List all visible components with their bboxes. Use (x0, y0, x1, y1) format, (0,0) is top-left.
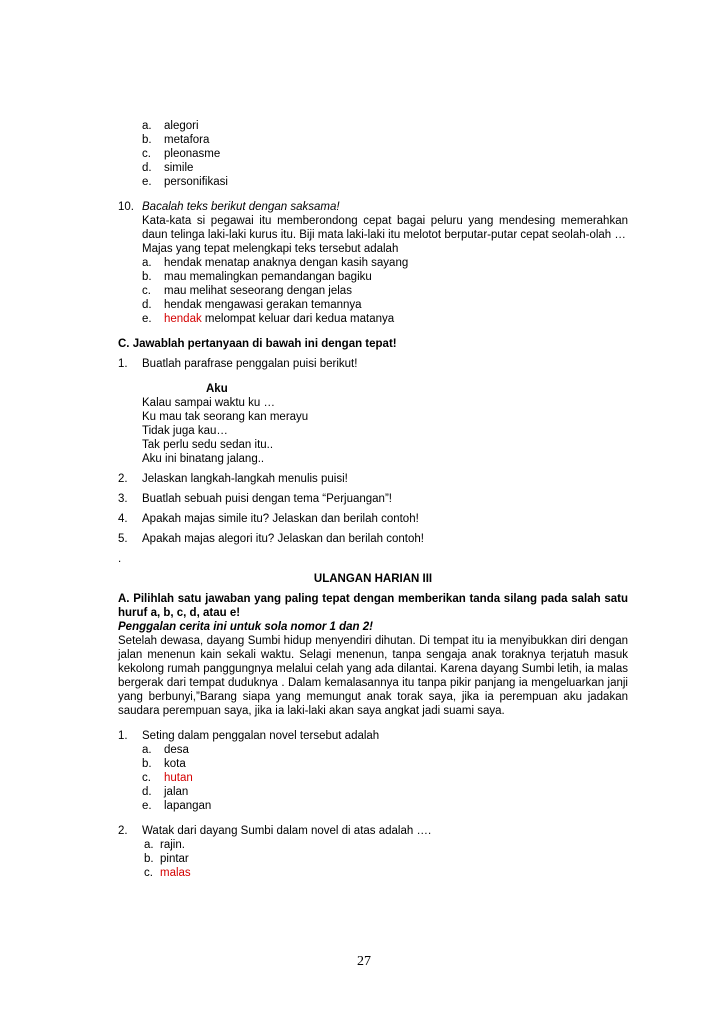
story-excerpt: Setelah dewasa, dayang Sumbi hidup menyendiri dihutan. Di tempat itu ia menyibukkan diri dengan jalan menenun kain sekali waktu. Selagi menenun, tanpa sengaja anak toraknya terjatuh masuk kekolong rumah panggungnya melalui celah yang ada dilantai. Karena dayang Sumbi letih, ia malas bergerak dari tempat duduknya . Dalam kemalasannya itu tanpa pikir panjang ia mengeluarkan janji yang berbunyi,”Barang siapa yang memungut anak torak saya, jika ia perempuan aku jadakan saudara perempuan saya, jika ia laki-laki akan saya angkat jadi suami saya. (118, 635, 628, 717)
section-c-question-3: 3. Buatlah sebuah puisi dengan tema “Perjuangan”! (118, 493, 392, 505)
section-c-heading: C. Jawablah pertanyaan di bawah ini dengan tepat! (118, 338, 397, 350)
answer-highlight: hutan (164, 772, 193, 784)
question-10-prompt: Majas yang tepat melengkapi teks tersebut adalah (142, 243, 399, 255)
poem-title: Aku (206, 383, 228, 395)
q10-option-d: d. hendak mengawasi gerakan temannya (142, 299, 362, 311)
excerpt-note: Penggalan cerita ini untuk sola nomor 1 dan 2! (118, 621, 373, 633)
q10-option-c: c. mau melihat seseorang dengan jelas (142, 285, 352, 297)
option-b: b. metafora (142, 134, 210, 146)
u1-option-b: b. kota (142, 758, 186, 770)
ulangan-question-1: 1. Seting dalam penggalan novel tersebut adalah (118, 730, 380, 742)
u2-option-b: b. pintar (144, 853, 189, 865)
question-10-passage: Kata-kata si pegawai itu memberondong cepat bagai peluru yang mendesing memerahkan daun telinga laki-laki kurus itu. Biji mata laki-laki itu melotot berputar-putar cepat seolah-olah … (142, 215, 628, 241)
q10-option-a: a. hendak menatap anaknya dengan kasih sayang (142, 257, 409, 269)
answer-highlight: hendak (164, 313, 202, 325)
section-c-question-2: 2. Jelaskan langkah-langkah menulis puisi! (118, 473, 348, 485)
answer-highlight: malas (160, 867, 191, 879)
question-10-instruction: Bacalah teks berikut dengan saksama! (142, 201, 340, 213)
ulangan-title: ULANGAN HARIAN III (313, 573, 433, 585)
option-a: a. alegori (142, 120, 199, 132)
option-e: e. personifikasi (142, 176, 228, 188)
option-d: d. simile (142, 162, 194, 174)
poem-line: Kalau sampai waktu ku … (142, 397, 275, 409)
question-10: 10. Bacalah teks berikut dengan saksama! (118, 200, 628, 214)
section-c-question-5: 5. Apakah majas alegori itu? Jelaskan dan berilah contoh! (118, 533, 424, 545)
u1-option-a: a. desa (142, 744, 189, 756)
section-c-question-4: 4. Apakah majas simile itu? Jelaskan dan berilah contoh! (118, 513, 419, 525)
poem-line: Ku mau tak seorang kan merayu (142, 411, 309, 423)
u1-option-c: c. hutan (142, 772, 193, 784)
section-a-instruction: A. Pilihlah satu jawaban yang paling tepat dengan memberikan tanda silang pada salah satu huruf a, b, c, d, atau e! (118, 593, 628, 619)
section-c-question-1: 1. Buatlah parafrase penggalan puisi berikut! (118, 358, 358, 370)
u2-option-a: a. rajin. (144, 839, 185, 851)
document-page (118, 119, 628, 880)
poem-line: Tidak juga kau… (142, 425, 228, 437)
prev-options (118, 119, 628, 189)
u2-option-c: c. malas (144, 867, 191, 879)
ulangan-question-2: 2. Watak dari dayang Sumbi dalam novel di atas adalah …. (118, 825, 432, 837)
poem-line: Tak perlu sedu sedan itu.. (142, 439, 274, 451)
q10-option-e: e. hendak melompat keluar dari kedua matanya (142, 313, 395, 325)
poem-line: Aku ini binatang jalang.. (142, 453, 265, 465)
u1-option-d: d. jalan (142, 786, 189, 798)
u1-option-e: e. lapangan (142, 800, 212, 812)
page-number: 27 (357, 954, 371, 969)
option-c: c. pleonasme (142, 148, 221, 160)
stray-dot: . (118, 553, 122, 565)
q10-option-b: b. mau memalingkan pemandangan bagiku (142, 271, 372, 283)
